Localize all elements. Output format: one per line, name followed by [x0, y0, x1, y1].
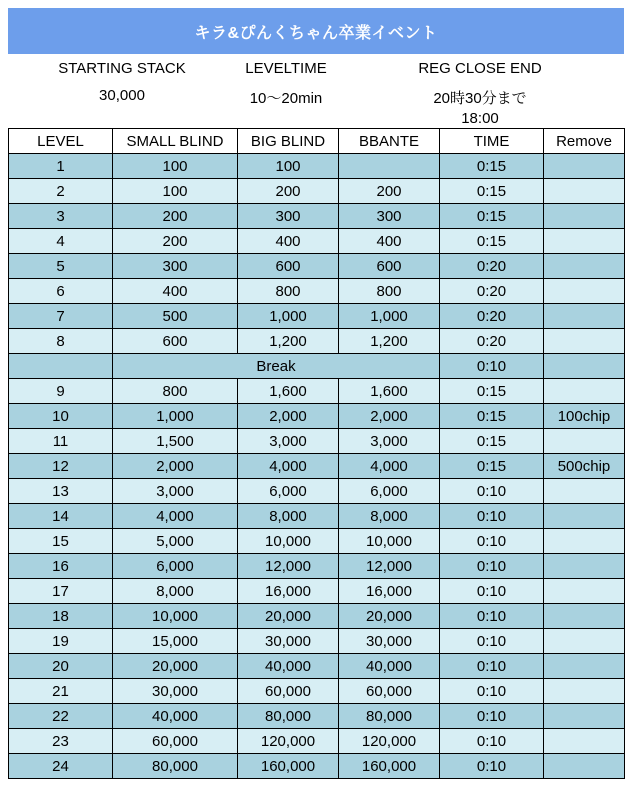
bbante-cell: 20,000: [339, 604, 440, 629]
remove-cell: 500chip: [544, 454, 625, 479]
time-cell: 0:20: [440, 279, 544, 304]
level-cell: 9: [9, 379, 113, 404]
level-cell: 20: [9, 654, 113, 679]
big-blind-cell: 400: [238, 229, 339, 254]
time-cell: 0:10: [440, 554, 544, 579]
big-blind-cell: 60,000: [238, 679, 339, 704]
big-blind-cell: 160,000: [238, 754, 339, 779]
header-remove: Remove: [544, 129, 625, 154]
small-blind-cell: 600: [113, 329, 238, 354]
break-row: [9, 354, 625, 379]
table-row: [9, 504, 625, 529]
remove-cell: [544, 654, 625, 679]
time-cell: 0:10: [440, 754, 544, 779]
small-blind-cell: 100: [113, 179, 238, 204]
level-cell: 10: [9, 404, 113, 429]
big-blind-cell: 20,000: [238, 604, 339, 629]
big-blind-cell: 6,000: [238, 479, 339, 504]
level-cell: 3: [9, 204, 113, 229]
small-blind-cell: 500: [113, 304, 238, 329]
level-cell: 11: [9, 429, 113, 454]
table-row: [9, 254, 625, 279]
break-level-cell: [9, 354, 113, 379]
remove-cell: [544, 204, 625, 229]
time-cell: 0:10: [440, 479, 544, 504]
bbante-cell: 2,000: [339, 404, 440, 429]
header-big-blind: BIG BLIND: [238, 129, 339, 154]
reg-close-value: 20時30分まで: [433, 90, 527, 107]
level-cell: 22: [9, 704, 113, 729]
level-cell: 4: [9, 229, 113, 254]
remove-cell: [544, 554, 625, 579]
small-blind-cell: 800: [113, 379, 238, 404]
table-row: [9, 454, 625, 479]
reg-close-time: 18:00: [461, 110, 499, 127]
remove-cell: [544, 329, 625, 354]
bbante-cell: 8,000: [339, 504, 440, 529]
level-cell: 23: [9, 729, 113, 754]
remove-cell: [544, 579, 625, 604]
leveltime-value: 10〜20min: [249, 90, 323, 107]
remove-cell: [544, 379, 625, 404]
bbante-cell: 600: [339, 254, 440, 279]
remove-cell: [544, 629, 625, 654]
table-row: [9, 654, 625, 679]
big-blind-cell: 1,600: [238, 379, 339, 404]
small-blind-cell: 3,000: [113, 479, 238, 504]
time-cell: 0:10: [440, 354, 544, 379]
small-blind-cell: 20,000: [113, 654, 238, 679]
time-cell: 0:20: [440, 329, 544, 354]
level-cell: 21: [9, 679, 113, 704]
bbante-cell: 40,000: [339, 654, 440, 679]
bbante-cell: 16,000: [339, 579, 440, 604]
remove-cell: [544, 529, 625, 554]
bbante-cell: 1,000: [339, 304, 440, 329]
level-cell: 7: [9, 304, 113, 329]
table-row: [9, 404, 625, 429]
level-cell: 8: [9, 329, 113, 354]
time-cell: 0:10: [440, 654, 544, 679]
starting-stack-label: STARTING STACK: [58, 60, 186, 77]
remove-cell: [544, 604, 625, 629]
big-blind-cell: 1,200: [238, 329, 339, 354]
small-blind-cell: 30,000: [113, 679, 238, 704]
reg-close-label: REG CLOSE END: [418, 60, 542, 77]
table-row: [9, 704, 625, 729]
level-cell: 17: [9, 579, 113, 604]
small-blind-cell: 100: [113, 154, 238, 179]
small-blind-cell: 200: [113, 229, 238, 254]
header-time: TIME: [440, 129, 544, 154]
level-cell: 13: [9, 479, 113, 504]
table-row: [9, 229, 625, 254]
small-blind-cell: 1,000: [113, 404, 238, 429]
starting-stack-value: 30,000: [99, 87, 145, 104]
table-row: [9, 479, 625, 504]
level-cell: 18: [9, 604, 113, 629]
time-cell: 0:20: [440, 254, 544, 279]
bbante-cell: 12,000: [339, 554, 440, 579]
break-label: Break: [113, 354, 440, 379]
table-row: [9, 754, 625, 779]
remove-cell: [544, 704, 625, 729]
bbante-cell: 60,000: [339, 679, 440, 704]
bbante-cell: 800: [339, 279, 440, 304]
header-small-blind: SMALL BLIND: [113, 129, 238, 154]
level-cell: 2: [9, 179, 113, 204]
big-blind-cell: 30,000: [238, 629, 339, 654]
table-row: [9, 179, 625, 204]
level-cell: 14: [9, 504, 113, 529]
bbante-cell: 10,000: [339, 529, 440, 554]
level-cell: 1: [9, 154, 113, 179]
remove-cell: [544, 304, 625, 329]
time-cell: 0:10: [440, 629, 544, 654]
table-row: [9, 154, 625, 179]
small-blind-cell: 200: [113, 204, 238, 229]
small-blind-cell: 1,500: [113, 429, 238, 454]
level-cell: 12: [9, 454, 113, 479]
time-cell: 0:10: [440, 579, 544, 604]
level-cell: 16: [9, 554, 113, 579]
small-blind-cell: 10,000: [113, 604, 238, 629]
event-title-banner: [8, 8, 624, 54]
level-cell: 6: [9, 279, 113, 304]
remove-cell: [544, 429, 625, 454]
level-cell: 5: [9, 254, 113, 279]
small-blind-cell: 80,000: [113, 754, 238, 779]
remove-cell: [544, 354, 625, 379]
small-blind-cell: 6,000: [113, 554, 238, 579]
big-blind-cell: 12,000: [238, 554, 339, 579]
bbante-cell: 30,000: [339, 629, 440, 654]
time-cell: 0:20: [440, 304, 544, 329]
small-blind-cell: 400: [113, 279, 238, 304]
big-blind-cell: 100: [238, 154, 339, 179]
bbante-cell: 1,600: [339, 379, 440, 404]
time-cell: 0:10: [440, 679, 544, 704]
bbante-cell: 3,000: [339, 429, 440, 454]
remove-cell: [544, 229, 625, 254]
table-row: [9, 379, 625, 404]
level-cell: 19: [9, 629, 113, 654]
table-header-row: [9, 129, 625, 154]
table-row: [9, 429, 625, 454]
table-row: [9, 204, 625, 229]
big-blind-cell: 120,000: [238, 729, 339, 754]
big-blind-cell: 40,000: [238, 654, 339, 679]
big-blind-cell: 2,000: [238, 404, 339, 429]
time-cell: 0:10: [440, 504, 544, 529]
table-row: [9, 554, 625, 579]
remove-cell: [544, 479, 625, 504]
time-cell: 0:15: [440, 154, 544, 179]
bbante-cell: 4,000: [339, 454, 440, 479]
small-blind-cell: 5,000: [113, 529, 238, 554]
small-blind-cell: 2,000: [113, 454, 238, 479]
level-cell: 24: [9, 754, 113, 779]
remove-cell: [544, 279, 625, 304]
table-row: [9, 729, 625, 754]
table-row: [9, 279, 625, 304]
small-blind-cell: 60,000: [113, 729, 238, 754]
table-row: [9, 629, 625, 654]
bbante-cell: [339, 154, 440, 179]
big-blind-cell: 3,000: [238, 429, 339, 454]
time-cell: 0:15: [440, 229, 544, 254]
remove-cell: 100chip: [544, 404, 625, 429]
table-row: [9, 679, 625, 704]
small-blind-cell: 8,000: [113, 579, 238, 604]
level-cell: 15: [9, 529, 113, 554]
small-blind-cell: 300: [113, 254, 238, 279]
blind-structure-table: [8, 128, 625, 779]
time-cell: 0:10: [440, 729, 544, 754]
time-cell: 0:15: [440, 379, 544, 404]
table-row: [9, 604, 625, 629]
big-blind-cell: 600: [238, 254, 339, 279]
bbante-cell: 6,000: [339, 479, 440, 504]
time-cell: 0:15: [440, 179, 544, 204]
big-blind-cell: 16,000: [238, 579, 339, 604]
big-blind-cell: 80,000: [238, 704, 339, 729]
big-blind-cell: 10,000: [238, 529, 339, 554]
header-level: LEVEL: [9, 129, 113, 154]
remove-cell: [544, 154, 625, 179]
leveltime-label: LEVELTIME: [245, 60, 327, 77]
table-row: [9, 304, 625, 329]
time-cell: 0:10: [440, 704, 544, 729]
table-row: [9, 529, 625, 554]
remove-cell: [544, 679, 625, 704]
small-blind-cell: 40,000: [113, 704, 238, 729]
remove-cell: [544, 179, 625, 204]
time-cell: 0:15: [440, 204, 544, 229]
bbante-cell: 120,000: [339, 729, 440, 754]
time-cell: 0:15: [440, 429, 544, 454]
bbante-cell: 400: [339, 229, 440, 254]
bbante-cell: 300: [339, 204, 440, 229]
time-cell: 0:15: [440, 454, 544, 479]
remove-cell: [544, 504, 625, 529]
big-blind-cell: 200: [238, 179, 339, 204]
big-blind-cell: 1,000: [238, 304, 339, 329]
big-blind-cell: 4,000: [238, 454, 339, 479]
time-cell: 0:10: [440, 529, 544, 554]
time-cell: 0:15: [440, 404, 544, 429]
remove-cell: [544, 254, 625, 279]
bbante-cell: 80,000: [339, 704, 440, 729]
bbante-cell: 1,200: [339, 329, 440, 354]
big-blind-cell: 300: [238, 204, 339, 229]
remove-cell: [544, 729, 625, 754]
big-blind-cell: 8,000: [238, 504, 339, 529]
big-blind-cell: 800: [238, 279, 339, 304]
table-row: [9, 579, 625, 604]
bbante-cell: 160,000: [339, 754, 440, 779]
event-title: キラ&ぴんくちゃん卒業イベント: [194, 24, 438, 42]
table-row: [9, 329, 625, 354]
bbante-cell: 200: [339, 179, 440, 204]
small-blind-cell: 15,000: [113, 629, 238, 654]
remove-cell: [544, 754, 625, 779]
time-cell: 0:10: [440, 604, 544, 629]
header-bbante: BBANTE: [339, 129, 440, 154]
small-blind-cell: 4,000: [113, 504, 238, 529]
